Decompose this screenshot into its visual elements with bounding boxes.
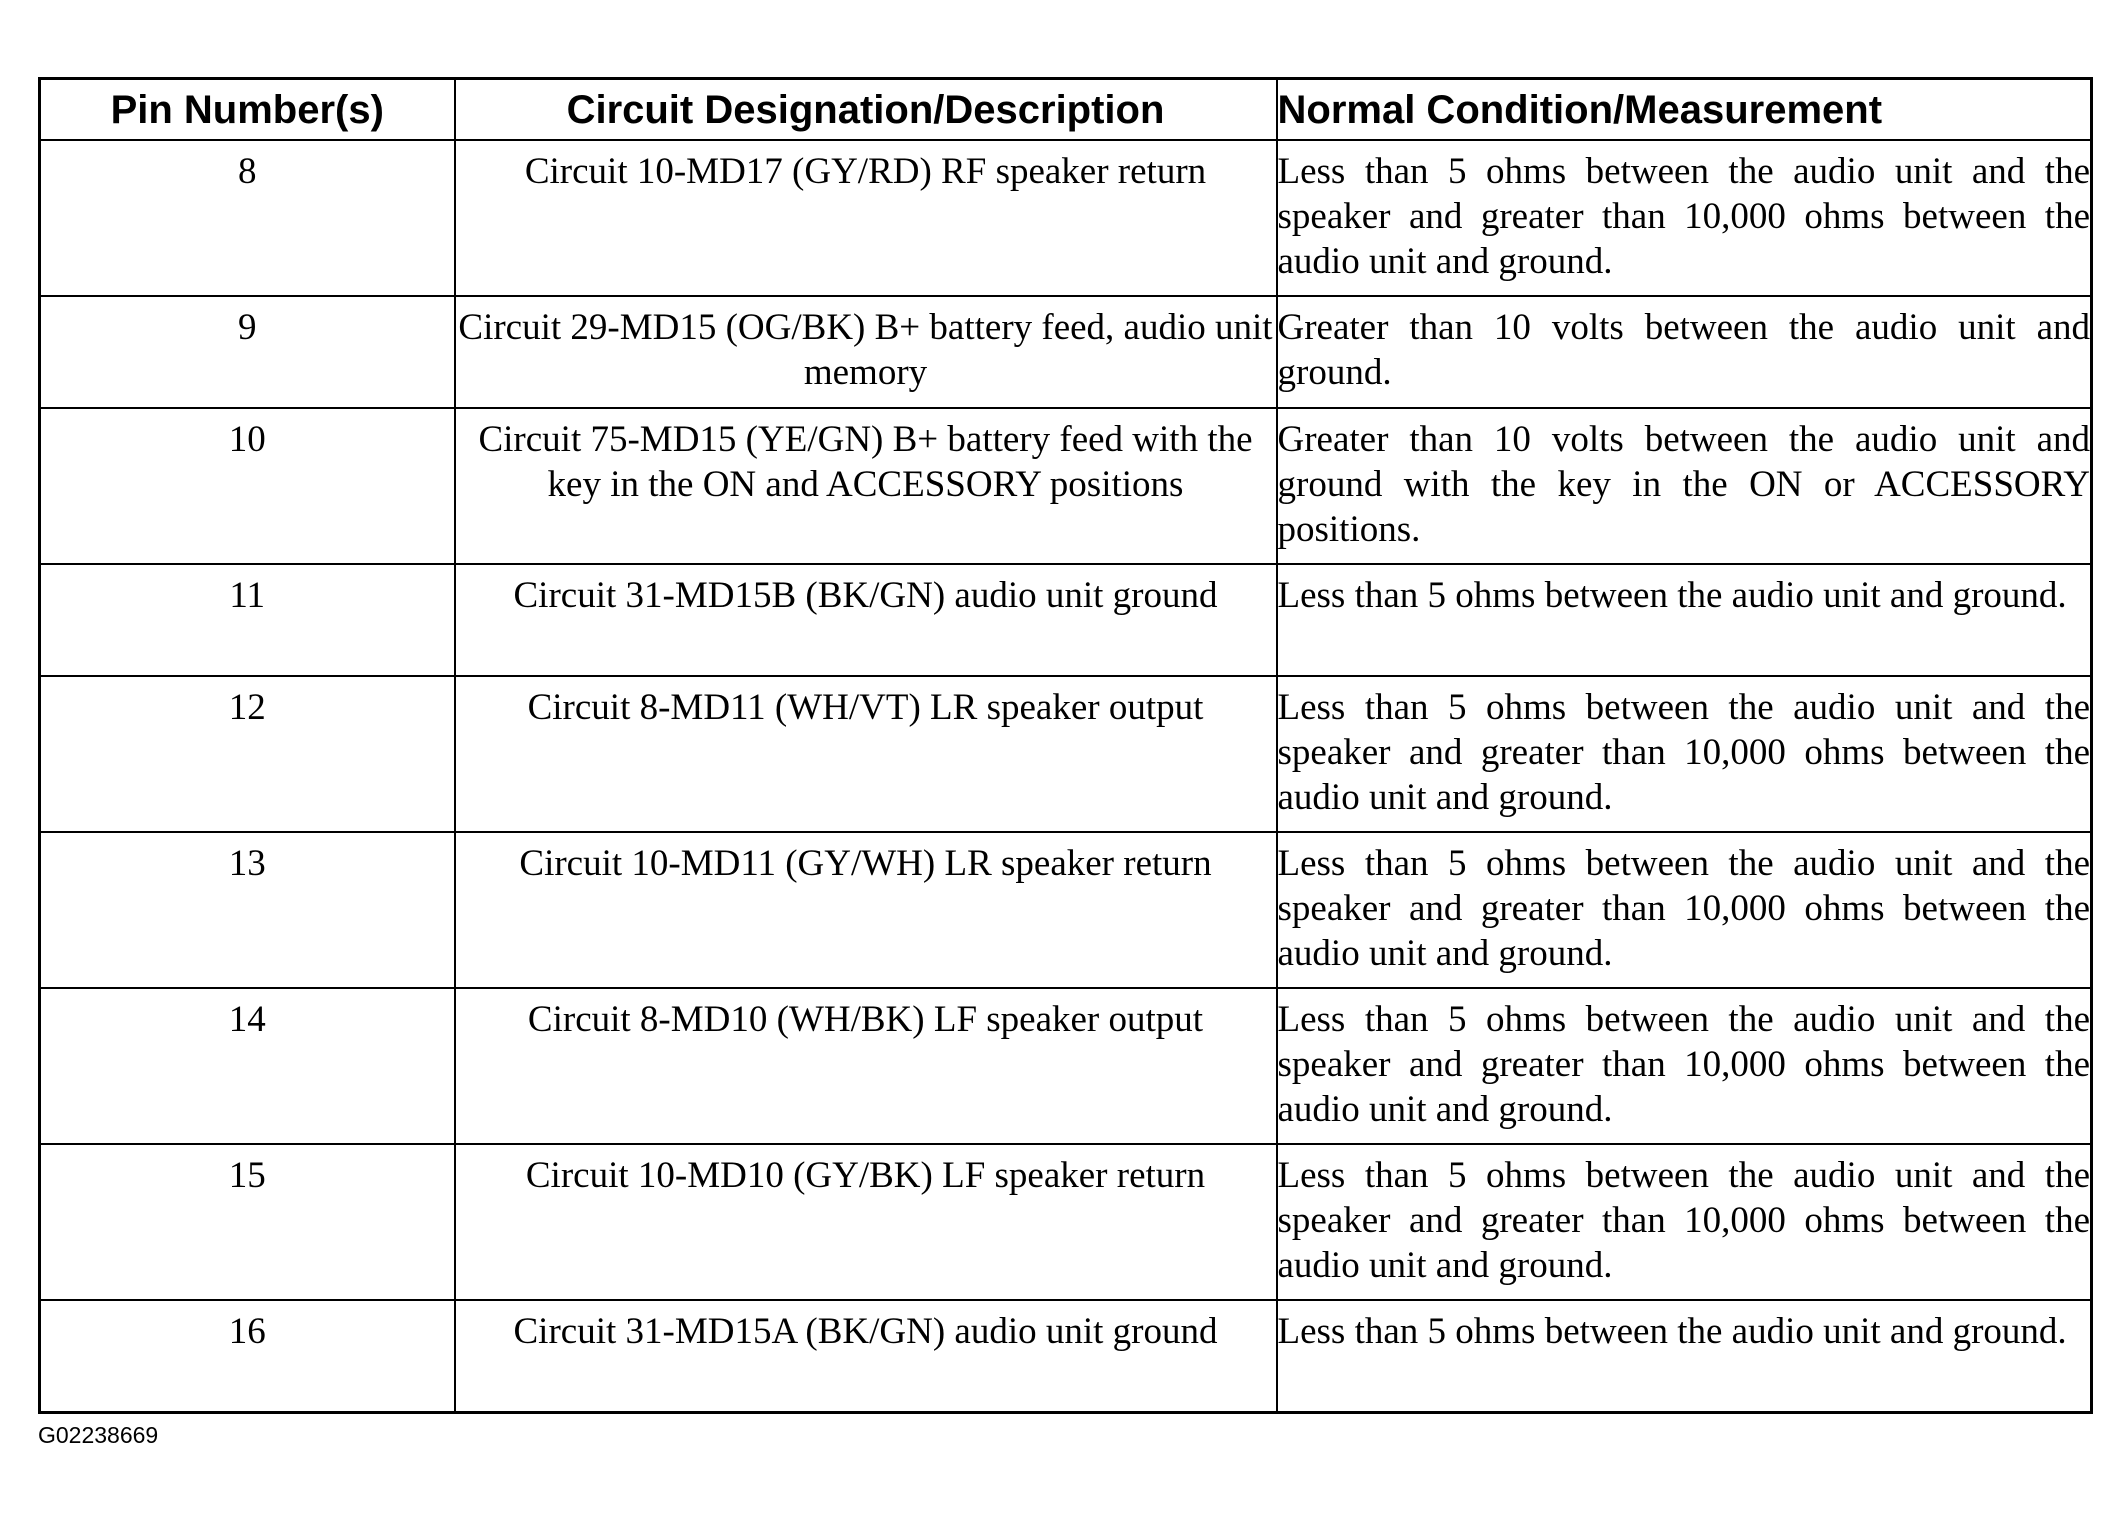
circuit-cell: Circuit 10-MD10 (GY/BK) LF speaker return xyxy=(455,1144,1277,1300)
pin-cell: 10 xyxy=(40,408,455,564)
table-row xyxy=(40,564,2092,676)
condition-cell: Greater than 10 volts between the audio unit and ground with the key in the ON or ACCESSORY positions. xyxy=(1277,408,2092,564)
condition-cell: Less than 5 ohms between the audio unit and ground. xyxy=(1277,564,2092,676)
header-row xyxy=(40,79,2092,141)
pin-cell: 13 xyxy=(40,832,455,988)
circuit-cell: Circuit 8-MD11 (WH/VT) LR speaker output xyxy=(455,676,1277,832)
circuit-cell: Circuit 31-MD15A (BK/GN) audio unit ground xyxy=(455,1300,1277,1413)
table-row xyxy=(40,140,2092,296)
circuit-cell: Circuit 10-MD17 (GY/RD) RF speaker return xyxy=(455,140,1277,296)
table-row xyxy=(40,296,2092,408)
header-circuit-description: Circuit Designation/Description xyxy=(455,79,1277,141)
pin-cell: 14 xyxy=(40,988,455,1144)
table-row xyxy=(40,988,2092,1144)
table-row xyxy=(40,1300,2092,1413)
pin-cell: 9 xyxy=(40,296,455,408)
circuit-cell: Circuit 8-MD10 (WH/BK) LF speaker output xyxy=(455,988,1277,1144)
condition-cell: Less than 5 ohms between the audio unit and the speaker and greater than 10,000 ohms between the audio unit and ground. xyxy=(1277,140,2092,296)
pin-cell: 15 xyxy=(40,1144,455,1300)
condition-cell: Less than 5 ohms between the audio unit and the speaker and greater than 10,000 ohms between the audio unit and ground. xyxy=(1277,988,2092,1144)
header-pin-numbers: Pin Number(s) xyxy=(40,79,455,141)
pin-cell: 8 xyxy=(40,140,455,296)
table-row xyxy=(40,676,2092,832)
condition-cell: Greater than 10 volts between the audio unit and ground. xyxy=(1277,296,2092,408)
pin-table xyxy=(38,77,2093,1414)
figure-id: G02238669 xyxy=(38,1422,159,1448)
circuit-cell: Circuit 10-MD11 (GY/WH) LR speaker return xyxy=(455,832,1277,988)
condition-cell: Less than 5 ohms between the audio unit and the speaker and greater than 10,000 ohms between the audio unit and ground. xyxy=(1277,676,2092,832)
condition-cell: Less than 5 ohms between the audio unit and ground. xyxy=(1277,1300,2092,1413)
pin-cell: 16 xyxy=(40,1300,455,1413)
circuit-cell: Circuit 31-MD15B (BK/GN) audio unit ground xyxy=(455,564,1277,676)
table-row xyxy=(40,1144,2092,1300)
condition-cell: Less than 5 ohms between the audio unit and the speaker and greater than 10,000 ohms between the audio unit and ground. xyxy=(1277,1144,2092,1300)
circuit-cell: Circuit 29-MD15 (OG/BK) B+ battery feed, audio unit memory xyxy=(455,296,1277,408)
pin-cell: 11 xyxy=(40,564,455,676)
pin-cell: 12 xyxy=(40,676,455,832)
table-row xyxy=(40,832,2092,988)
circuit-cell: Circuit 75-MD15 (YE/GN) B+ battery feed with the key in the ON and ACCESSORY positions xyxy=(455,408,1277,564)
condition-cell: Less than 5 ohms between the audio unit and the speaker and greater than 10,000 ohms between the audio unit and ground. xyxy=(1277,832,2092,988)
table-row xyxy=(40,408,2092,564)
header-normal-condition: Normal Condition/Measurement xyxy=(1277,79,2092,141)
